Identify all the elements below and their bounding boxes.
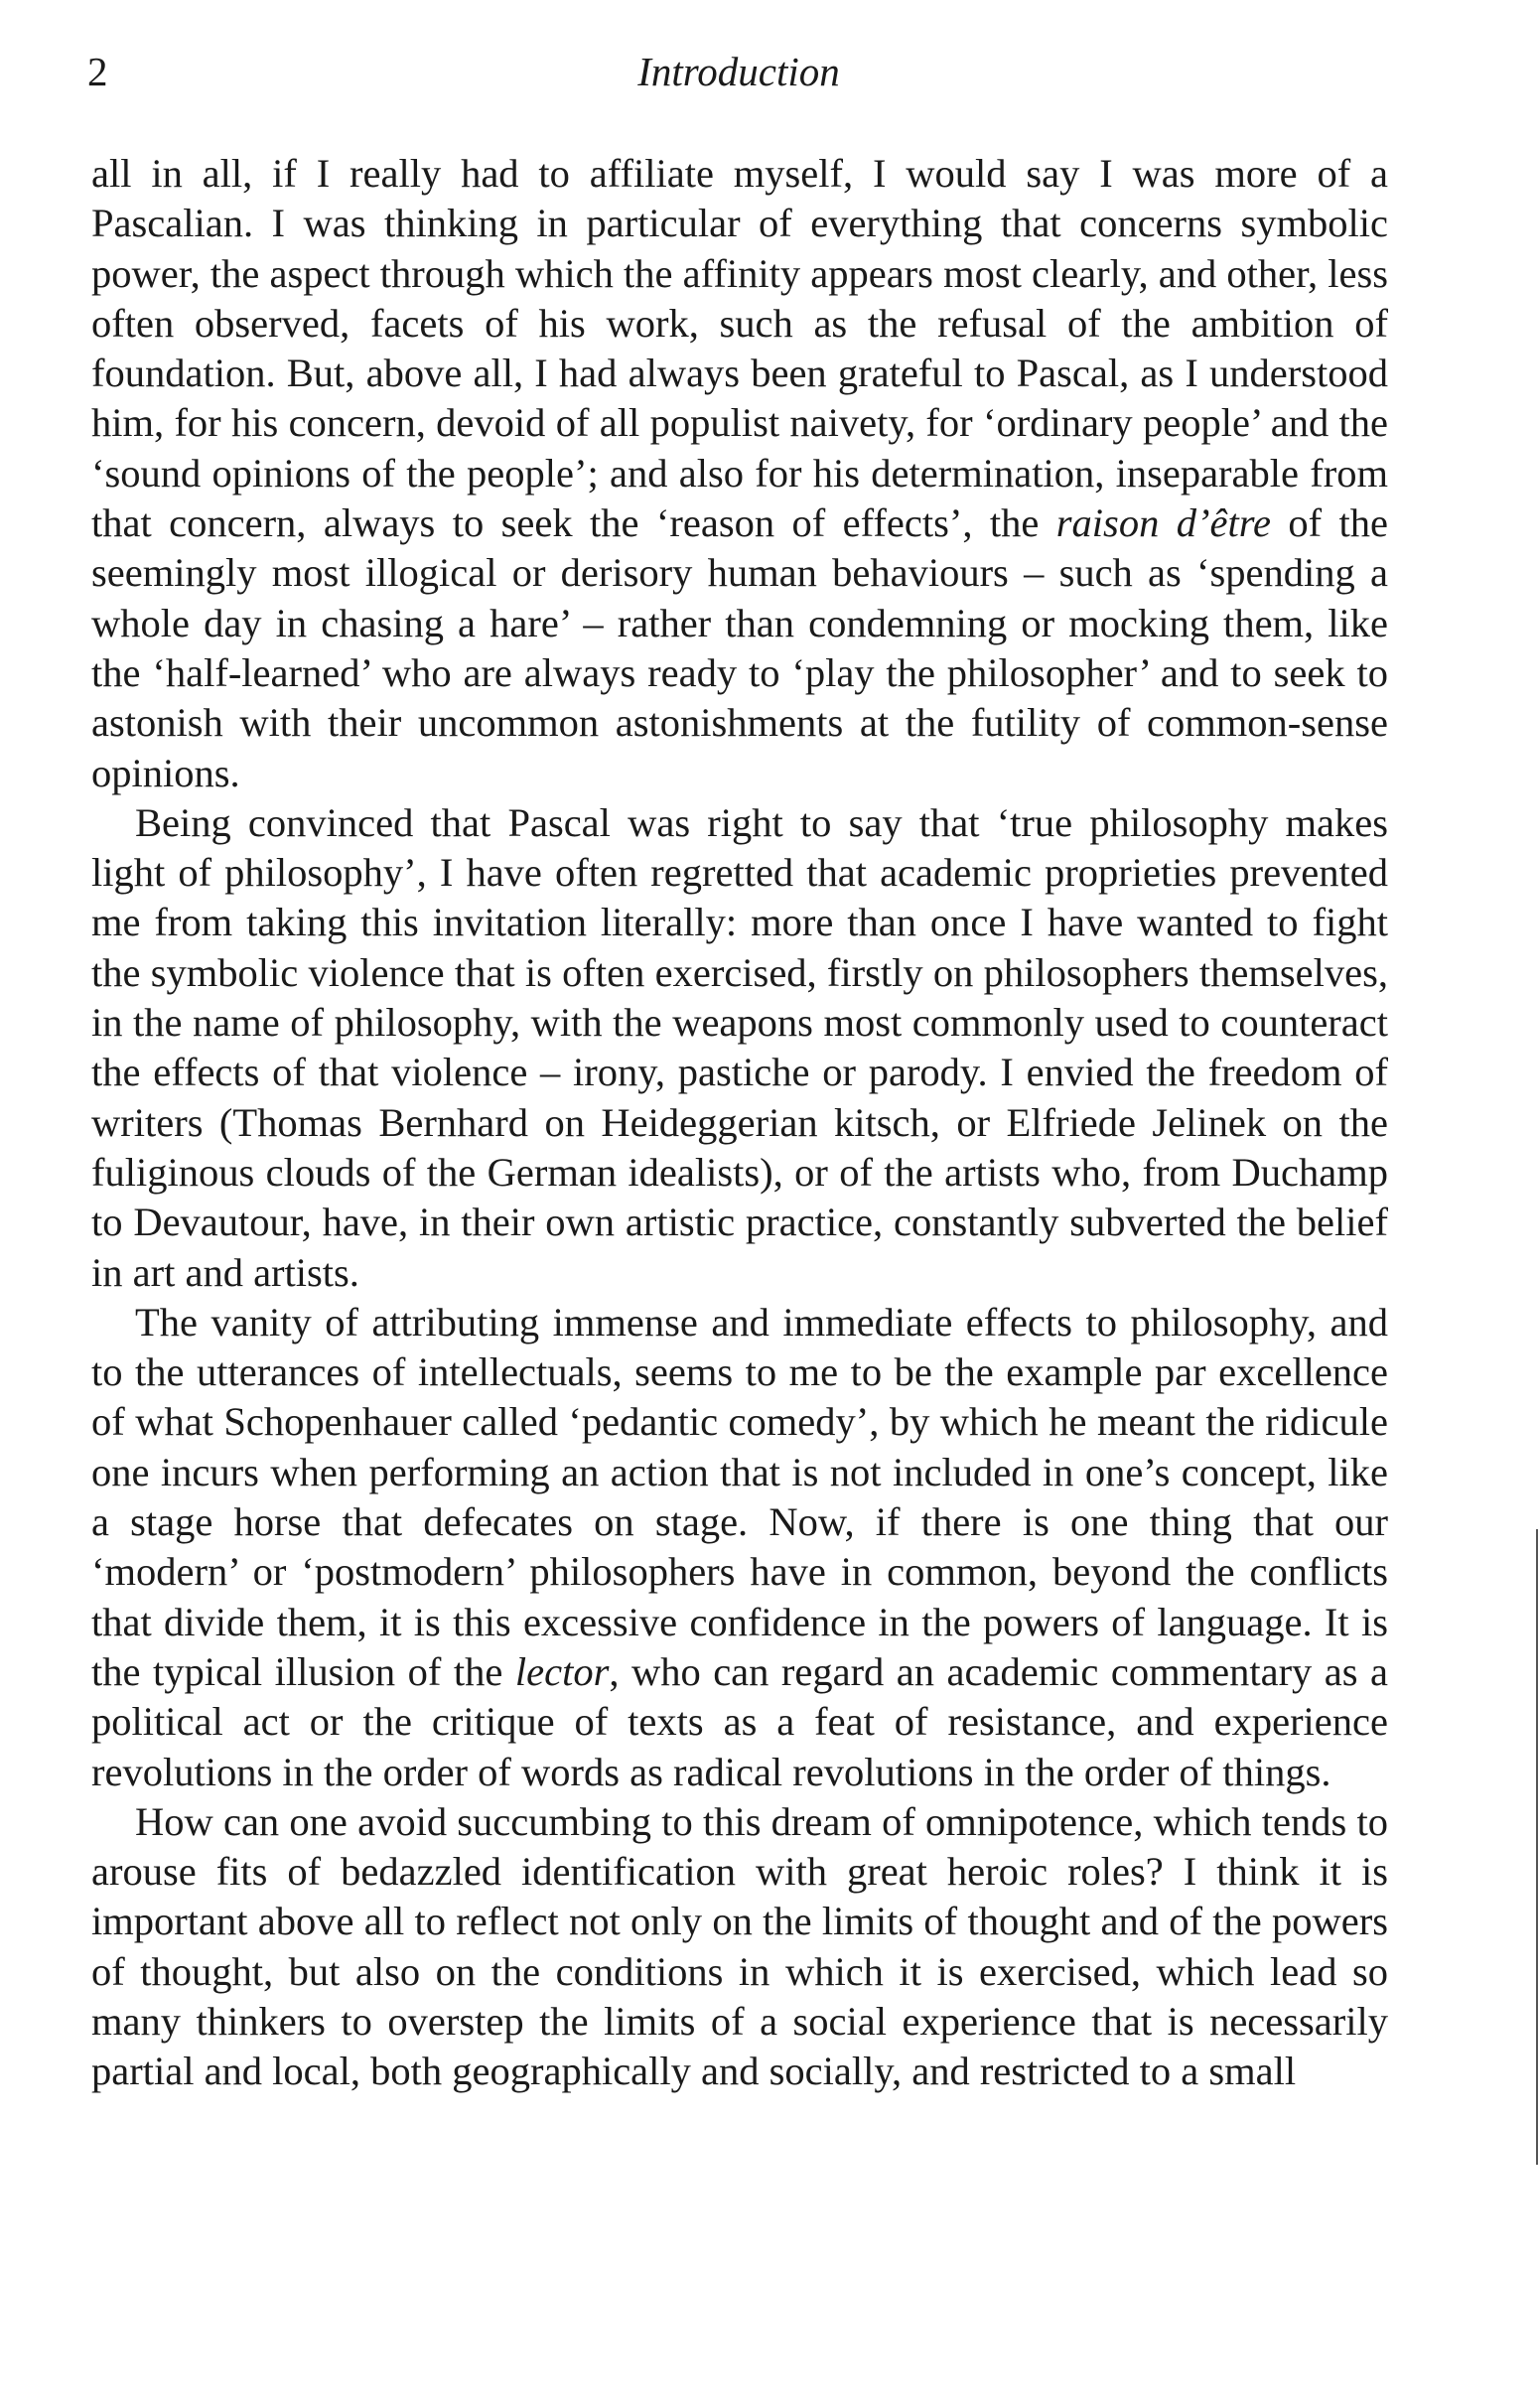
- text-segment: , who can regard an academic commentary as a political act or the critique of texts as a feat of resistance, and experience revolutions in the order of words as radical revolutions in the order of things.: [91, 1648, 1388, 1794]
- paragraph: [91, 1797, 1388, 2097]
- text-segment: Being convinced that Pascal was right to say that ‘true philosophy makes light of philosophy’, I have often regretted that academic proprieties prevented me from taking this invitation literally: more than once I have wanted to fight the symbolic violence that is often exercised, firstly on philosophers themselves, in the name of philosophy, with the weapons most commonly used to counteract the effects of that violence – irony, pastiche or parody. I envied the freedom of writers (Thomas Bernhard on Heideggerian kitsch, or Elfriede Jelinek on the fuliginous clouds of the German idealists), or of the artists who, from Duchamp to Devautour, have, in their own artistic practice, constantly subverted the belief in art and artists.: [91, 799, 1388, 1295]
- text-segment: all in all, if I really had to affiliate myself, I would say I was more of a Pascalian. I was thinking in particular of everything that concerns symbolic power, the aspect through which the affinity appears most clearly, and other, less often observed, facets of his work, such as the refusal of the ambition of foundation. But, above all, I had always been grateful to Pascal, as I understood him, for his concern, devoid of all populist naivety, for ‘ordinary people’ and the ‘sound opinions of the people’; and also for his determination, inseparable from that concern, always to seek the ‘reason of effects’, the: [91, 151, 1388, 546]
- text-segment: of the seemingly most illogical or derisory human behaviours – such as ‘spending a whole day in chasing a hare’ – rather than condemning or mocking them, like the ‘half-learned’ who are always ready to ‘play the philosopher’ and to seek to astonish with their uncommon astonishments at the futility of common-sense opinions.: [91, 500, 1388, 795]
- scan-edge-line: [1536, 1529, 1538, 2165]
- page-number: 2: [87, 49, 108, 94]
- paragraph: [91, 798, 1388, 1298]
- italic-phrase: lector: [514, 1648, 610, 1694]
- text-segment: The vanity of attributing immense and immediate effects to philosophy, and to the utterances of intellectuals, seems to me to be the example par excellence of what Schopenhauer called ‘pedantic comedy’, by which he meant the ridicule one incurs when performing an action that is not included in one’s concept, like a stage horse that defecates on stage. Now, if there is one thing that our ‘modern’ or ‘postmodern’ philosophers have in common, beyond the conflicts that divide them, it is this excessive confidence in the powers of language. It is the typical illusion of the: [91, 1299, 1388, 1694]
- running-head: Introduction: [637, 49, 840, 94]
- body-text: [91, 149, 1388, 2097]
- page-header: [87, 49, 1390, 111]
- text-segment: How can one avoid succumbing to this dream of omnipotence, which tends to arouse fits of bedazzled identification with great heroic roles? I think it is important above all to reflect not only on the limits of thought and of the powers of thought, but also on the conditions in which it is exercised, which lead so many thinkers to overstep the limits of a social experience that is necessarily partial and local, both geographically and socially, and restricted to a small: [91, 1798, 1388, 2094]
- italic-phrase: raison d’être: [1055, 500, 1271, 546]
- paragraph: [91, 1298, 1388, 1797]
- paragraph: [91, 149, 1388, 798]
